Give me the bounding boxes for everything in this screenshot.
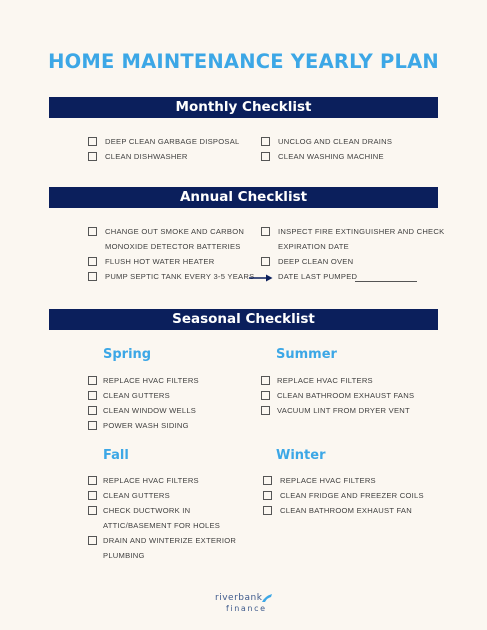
seasonal-checklist-banner: Seasonal Checklist	[49, 309, 438, 330]
checkbox[interactable]	[88, 476, 97, 485]
checklist-item-continued: ATTIC/BASEMENT FOR HOLES	[103, 521, 221, 530]
checklist-item: CLEAN WINDOW WELLS	[103, 406, 197, 415]
checkbox[interactable]	[261, 227, 270, 236]
checklist-item-continued: MONOXIDE DETECTOR BATTERIES	[105, 242, 241, 251]
checklist-item: PUMP SEPTIC TANK EVERY 3-5 YEARS	[105, 272, 255, 281]
checklist-item: CLEAN DISHWASHER	[105, 152, 188, 161]
checkbox[interactable]	[88, 491, 97, 500]
checkbox[interactable]	[88, 506, 97, 515]
season-heading-fall: Fall	[103, 448, 129, 463]
checkbox[interactable]	[88, 257, 97, 266]
checklist-item: UNCLOG AND CLEAN DRAINS	[278, 137, 393, 146]
logo-text-line2: finance	[226, 604, 267, 613]
checkbox[interactable]	[88, 227, 97, 236]
checklist-item: CHANGE OUT SMOKE AND CARBON	[105, 227, 245, 236]
monthly-checklist-banner: Monthly Checklist	[49, 97, 438, 118]
checklist-item: FLUSH HOT WATER HEATER	[105, 257, 215, 266]
checkbox[interactable]	[261, 406, 270, 415]
checklist-item-continued: PLUMBING	[103, 551, 145, 560]
checkbox[interactable]	[88, 137, 97, 146]
checklist-item: INSPECT FIRE EXTINGUISHER AND CHECK	[278, 227, 445, 236]
checklist-item: POWER WASH SIDING	[103, 421, 189, 430]
date-fill-in-line[interactable]	[355, 281, 417, 282]
annual-checklist-banner: Annual Checklist	[49, 187, 438, 208]
checklist-item: DRAIN AND WINTERIZE EXTERIOR	[103, 536, 237, 545]
checkbox[interactable]	[263, 506, 272, 515]
checkbox[interactable]	[261, 152, 270, 161]
checklist-item: REPLACE HVAC FILTERS	[103, 376, 199, 385]
checklist-item: CLEAN WASHING MACHINE	[278, 152, 384, 161]
season-heading-spring: Spring	[103, 347, 152, 362]
checkbox[interactable]	[88, 536, 97, 545]
checklist-item: REPLACE HVAC FILTERS	[103, 476, 199, 485]
page-title: HOME MAINTENANCE YEARLY PLAN	[48, 50, 439, 73]
checkbox[interactable]	[263, 476, 272, 485]
arrow-right-icon	[249, 274, 273, 282]
checklist-item: DEEP CLEAN GARBAGE DISPOSAL	[105, 137, 240, 146]
checkbox[interactable]	[88, 406, 97, 415]
checklist-item: CLEAN BATHROOM EXHAUST FANS	[277, 391, 415, 400]
checklist-item: DATE LAST PUMPED	[278, 272, 358, 281]
checkbox[interactable]	[88, 376, 97, 385]
checklist-item: VACUUM LINT FROM DRYER VENT	[277, 406, 410, 415]
checklist-item: DEEP CLEAN OVEN	[278, 257, 354, 266]
season-heading-summer: Summer	[276, 347, 337, 362]
checklist-item: CHECK DUCTWORK IN	[103, 506, 191, 515]
checklist-item-continued: EXPIRATION DATE	[278, 242, 349, 251]
checkbox[interactable]	[263, 491, 272, 500]
checkbox[interactable]	[88, 272, 97, 281]
checklist-item: CLEAN GUTTERS	[103, 391, 170, 400]
checklist-item: CLEAN BATHROOM EXHAUST FAN	[280, 506, 412, 515]
logo-text-line1: riverbank	[215, 593, 263, 603]
checkbox[interactable]	[88, 421, 97, 430]
checklist-item: CLEAN FRIDGE AND FREEZER COILS	[280, 491, 424, 500]
wave-mark-icon	[261, 593, 273, 603]
riverbank-finance-logo	[215, 593, 275, 619]
checkbox[interactable]	[261, 376, 270, 385]
checkbox[interactable]	[261, 257, 270, 266]
checkbox[interactable]	[261, 391, 270, 400]
checkbox[interactable]	[261, 137, 270, 146]
season-heading-winter: Winter	[276, 448, 326, 463]
checklist-item: REPLACE HVAC FILTERS	[280, 476, 376, 485]
checklist-item: CLEAN GUTTERS	[103, 491, 170, 500]
checkbox[interactable]	[88, 152, 97, 161]
checklist-item: REPLACE HVAC FILTERS	[277, 376, 373, 385]
checkbox[interactable]	[88, 391, 97, 400]
